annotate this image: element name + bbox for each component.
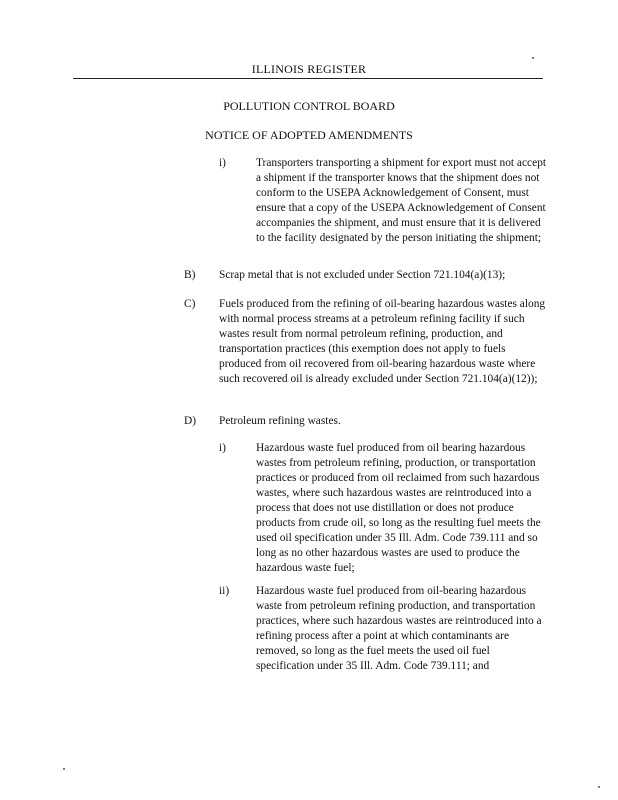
item-d-i-marker: i): [219, 442, 226, 454]
scan-artifact: [532, 57, 534, 59]
item-b-text: Scrap metal that is not excluded under Section 721.104(a)(13);: [219, 269, 506, 281]
item-i-transport-text: Transporters transporting a shipment for export must not accept a shipment if the transporter knows that the shipment does not conform to the USEPA Acknowledgement of Consent, must ensure that a copy of the USEPA Acknowledgement of Consent accompanies the shipment, and must ensure that it is delivered to the facility designated by the person initiating the shipment;: [256, 157, 546, 244]
item-c-text: Fuels produced from the refining of oil-bearing hazardous wastes along with normal process streams at a petroleum refining facility if such wastes result from normal petroleum refining, production, and transportation practices (this exemption does not apply to fuels produced from oil recovered from oil-bearing hazardous waste where such recovered oil is already excluded under Section 721.104(a)(12));: [219, 298, 546, 385]
item-d-ii-marker: ii): [219, 585, 230, 597]
item-c-marker: C): [184, 298, 196, 310]
item-d-ii-text: Hazardous waste fuel produced from oil-bearing hazardous waste from petroleum refining production, and transportation practices, where such hazardous wastes are reintroduced into a refining process after a point at which contaminants are removed, so long as the fuel meets the used oil fuel specification under 35 Ill. Adm. Code 739.111; and: [256, 585, 542, 672]
item-d-marker: D): [184, 415, 197, 427]
scan-artifact: [598, 786, 600, 788]
item-d-text: Petroleum refining wastes.: [219, 415, 341, 427]
board-title: POLLUTION CONTROL BOARD: [223, 99, 395, 113]
register-title: ILLINOIS REGISTER: [251, 62, 367, 76]
item-i-transport-marker: i): [219, 157, 226, 169]
scan-artifact: [63, 768, 65, 770]
item-d-i-text: Hazardous waste fuel produced from oil bearing hazardous wastes from petroleum refining, production, or transportation practices or produced from oil reclaimed from such hazardous wastes, where such hazardous wastes are reintroduced into a process that does not use distillation or does not produce products from crude oil, so long as the resulting fuel meets the used oil specification under 35 Ill. Adm. Code 739.111 and so long as no other hazardous wastes are used to produce the hazardous waste fuel;: [256, 442, 541, 574]
notice-title: NOTICE OF ADOPTED AMENDMENTS: [205, 128, 413, 142]
header-rule: [73, 78, 543, 79]
item-b-marker: B): [184, 269, 196, 281]
